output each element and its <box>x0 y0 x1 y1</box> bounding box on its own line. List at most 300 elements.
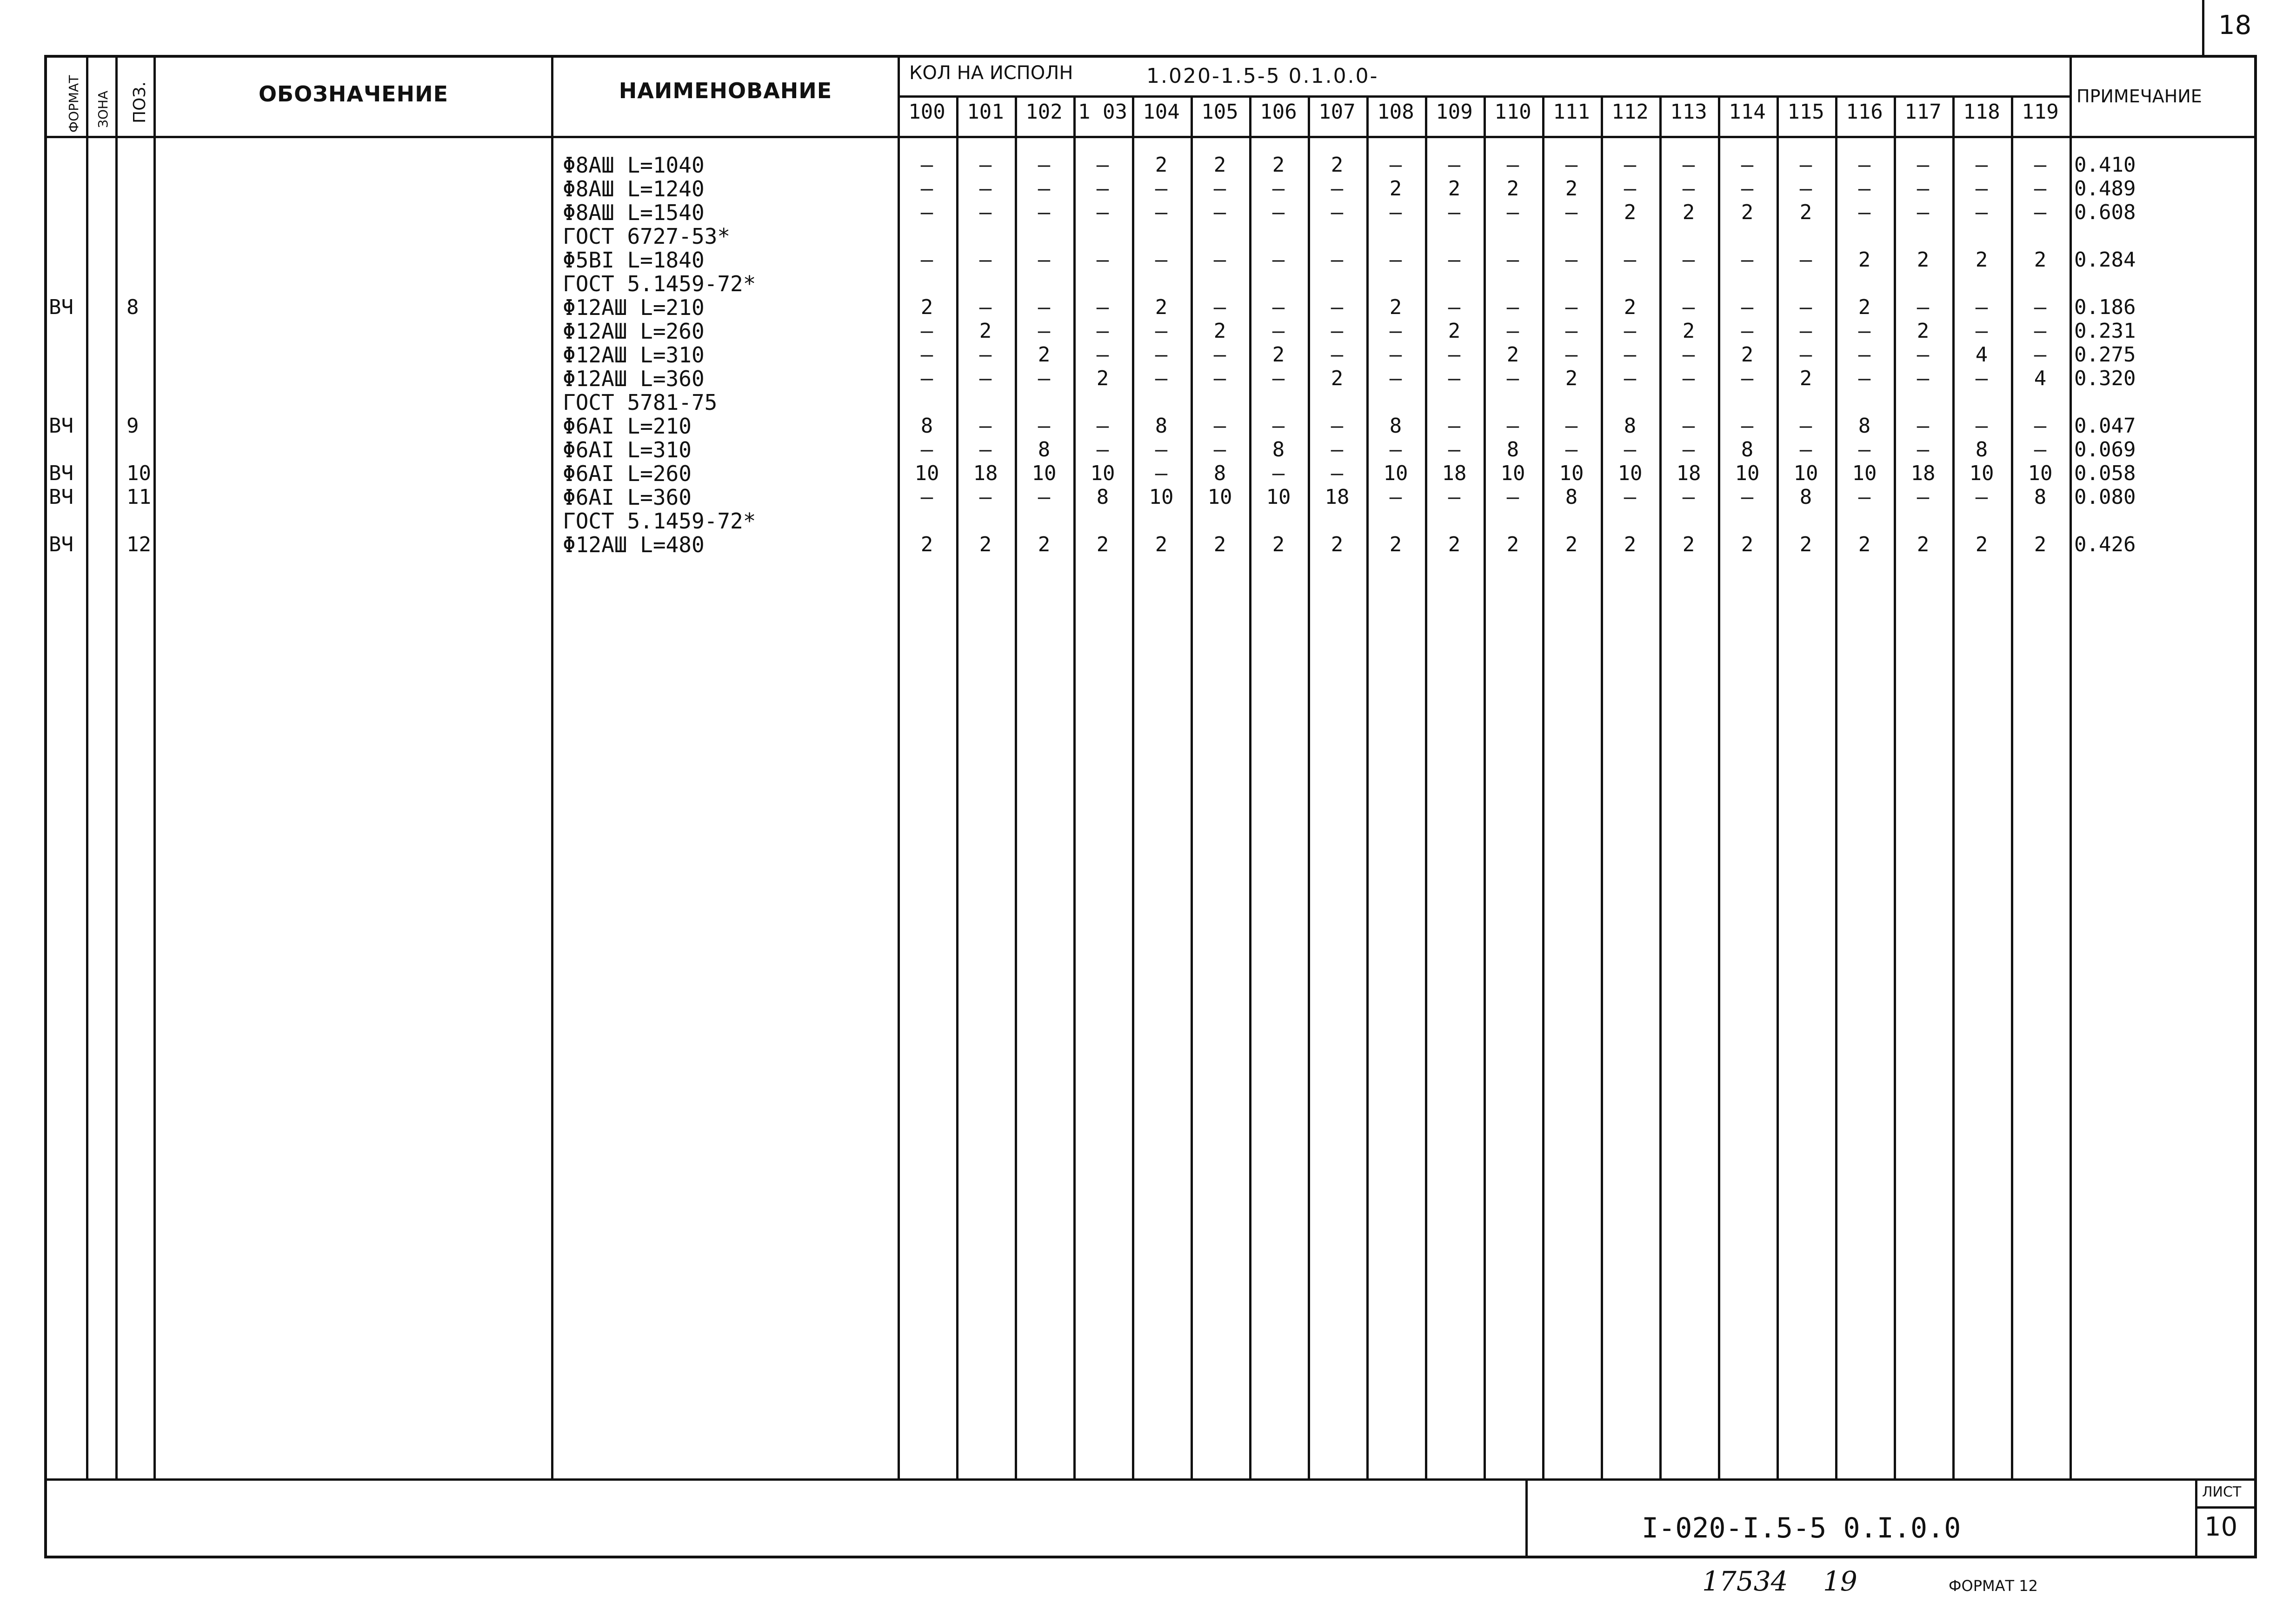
row-qty-cell: – <box>1448 295 1461 319</box>
row-qty-cell: – <box>1213 295 1226 319</box>
row-qty-cell: – <box>1331 343 1344 367</box>
qty-col-header: 118 <box>1963 100 2000 124</box>
row-qty-cell: – <box>1096 153 1109 177</box>
row-qty-cell: – <box>1448 200 1461 224</box>
row-qty-cell: 2 <box>1038 343 1051 367</box>
row-qty-cell: 8 <box>1858 414 1871 438</box>
row-qty-cell: 8 <box>1038 438 1051 461</box>
row-note: 0.231 <box>2074 319 2136 343</box>
row-qty-cell: – <box>1096 319 1109 343</box>
row-qty-cell: – <box>1096 438 1109 461</box>
row-qty-cell: 8 <box>1272 438 1285 461</box>
row-qty-cell: – <box>979 295 992 319</box>
row-qty-cell: 2 <box>1389 295 1402 319</box>
row-note: 0.410 <box>2074 153 2136 177</box>
row-qty-cell: 2 <box>920 295 933 319</box>
row-qty-cell: – <box>1624 485 1637 509</box>
stamp-top-line <box>44 1478 2257 1481</box>
row-qty-cell: – <box>1331 177 1344 200</box>
handwritten-number-2: 19 <box>1823 1565 1857 1597</box>
row-qty-cell: 8 <box>2034 485 2047 509</box>
row-qty-cell: – <box>1741 367 1754 390</box>
row-format: ВЧ <box>49 414 73 438</box>
row-qty-cell: – <box>1038 153 1051 177</box>
row-qty-cell: 10 <box>1500 461 1525 485</box>
row-qty-cell: 2 <box>979 319 992 343</box>
row-qty-cell: – <box>1975 200 1988 224</box>
row-qty-cell: – <box>1389 319 1402 343</box>
row-format: ВЧ <box>49 461 73 485</box>
row-qty-cell: – <box>1858 343 1871 367</box>
row-qty-cell: – <box>920 248 933 272</box>
row-qty-cell: – <box>1331 461 1344 485</box>
row-qty-cell: 2 <box>1975 533 1988 556</box>
row-qty-cell: – <box>1799 343 1812 367</box>
row-qty-cell: – <box>1565 319 1578 343</box>
row-qty-cell: 10 <box>1149 485 1174 509</box>
row-qty-cell: – <box>920 485 933 509</box>
row-qty-cell: 10 <box>914 461 939 485</box>
qty-col-header: 110 <box>1494 100 1531 124</box>
row-qty-cell: – <box>1448 248 1461 272</box>
row-qty-cell: – <box>1331 295 1344 319</box>
row-format: ВЧ <box>49 485 73 509</box>
row-qty-cell: – <box>1858 438 1871 461</box>
row-qty-cell: 2 <box>1331 367 1344 390</box>
row-qty-cell: – <box>1565 438 1578 461</box>
row-qty-cell: 2 <box>1565 367 1578 390</box>
row-qty-cell: – <box>1565 414 1578 438</box>
col-line-designation <box>551 55 553 1478</box>
row-pos: 12 <box>126 533 151 556</box>
row-qty-cell: – <box>1858 153 1871 177</box>
row-qty-cell: 8 <box>1975 438 1988 461</box>
row-qty-cell: – <box>1038 367 1051 390</box>
row-qty-cell: – <box>1038 414 1051 438</box>
row-qty-cell: – <box>1975 367 1988 390</box>
row-qty-cell: 10 <box>1793 461 1818 485</box>
row-qty-cell: 8 <box>1506 438 1519 461</box>
qty-col-header: 105 <box>1201 100 1238 124</box>
row-name: ГОСТ 5781-75 <box>563 390 718 415</box>
row-qty-cell: 2 <box>1272 533 1285 556</box>
row-qty-cell: – <box>1389 485 1402 509</box>
row-note: 0.284 <box>2074 248 2136 272</box>
header-format: ФОРМАТ <box>66 75 81 133</box>
row-name: ГОСТ 6727-53* <box>563 224 731 249</box>
col-line-zone <box>115 55 118 1478</box>
row-note: 0.186 <box>2074 295 2136 319</box>
row-qty-cell: 10 <box>1969 461 1994 485</box>
row-note: 0.069 <box>2074 438 2136 461</box>
row-qty-cell: 2 <box>1331 533 1344 556</box>
row-pos: 11 <box>126 485 151 509</box>
qty-col-header: 111 <box>1553 100 1590 124</box>
row-qty-cell: – <box>2034 177 2047 200</box>
row-note: 0.426 <box>2074 533 2136 556</box>
row-qty-cell: – <box>1506 367 1519 390</box>
row-name: Φ12АШ L=360 <box>563 366 705 391</box>
row-qty-cell: – <box>1506 414 1519 438</box>
row-qty-cell: – <box>2034 295 2047 319</box>
row-qty-cell: 2 <box>1331 153 1344 177</box>
qty-col-header: 100 <box>908 100 945 124</box>
row-qty-cell: – <box>1331 200 1344 224</box>
header-zone: ЗОНА <box>95 90 111 128</box>
row-qty-cell: – <box>1975 319 1988 343</box>
qty-col-header: 1 03 <box>1078 100 1127 124</box>
row-qty-cell: 2 <box>1448 533 1461 556</box>
row-qty-cell: – <box>1799 248 1812 272</box>
row-name: Φ6АI L=260 <box>563 461 692 486</box>
row-qty-cell: – <box>1096 414 1109 438</box>
row-qty-cell: 2 <box>1682 319 1695 343</box>
row-qty-cell: – <box>1799 177 1812 200</box>
row-qty-cell: – <box>1272 414 1285 438</box>
row-qty-cell: – <box>1213 414 1226 438</box>
row-qty-cell: – <box>1506 485 1519 509</box>
header-qty-title: КОЛ НА ИСПОЛН <box>909 62 1073 84</box>
row-qty-cell: – <box>920 177 933 200</box>
row-qty-cell: – <box>979 248 992 272</box>
row-qty-cell: – <box>1799 153 1812 177</box>
row-qty-cell: 2 <box>1448 177 1461 200</box>
row-qty-cell: – <box>1038 200 1051 224</box>
row-qty-cell: – <box>1213 177 1226 200</box>
row-qty-cell: – <box>1155 200 1168 224</box>
row-qty-cell: – <box>1741 414 1754 438</box>
row-name: Φ5ВI L=1840 <box>563 247 705 273</box>
row-qty-cell: 8 <box>1799 485 1812 509</box>
row-qty-cell: 2 <box>1799 200 1812 224</box>
row-qty-cell: 2 <box>1624 533 1637 556</box>
header-qty-code: 1.020-1.5-5 0.1.0.0- <box>1146 64 1379 88</box>
row-qty-cell: – <box>1682 153 1695 177</box>
row-qty-cell: 2 <box>1213 533 1226 556</box>
row-qty-cell: – <box>1682 414 1695 438</box>
header-bottom-line <box>44 136 2257 138</box>
row-qty-cell: – <box>1917 367 1930 390</box>
row-qty-cell: 8 <box>1096 485 1109 509</box>
row-qty-cell: 18 <box>1442 461 1467 485</box>
row-qty-cell: – <box>920 200 933 224</box>
row-qty-cell: – <box>1448 438 1461 461</box>
row-qty-cell: – <box>1038 295 1051 319</box>
row-qty-cell: – <box>1682 367 1695 390</box>
row-name: Φ12АШ L=480 <box>563 532 705 557</box>
row-qty-cell: 2 <box>1741 533 1754 556</box>
row-qty-cell: – <box>1624 438 1637 461</box>
row-qty-cell: 2 <box>1213 319 1226 343</box>
row-qty-cell: – <box>920 438 933 461</box>
row-qty-cell: – <box>1506 248 1519 272</box>
row-qty-cell: – <box>1682 248 1695 272</box>
row-name: Φ6АI L=210 <box>563 414 692 439</box>
row-qty-cell: 8 <box>1624 414 1637 438</box>
row-qty-cell: 2 <box>2034 533 2047 556</box>
row-qty-cell: – <box>1272 177 1285 200</box>
row-qty-cell: – <box>1565 248 1578 272</box>
row-qty-cell: – <box>1389 438 1402 461</box>
row-qty-cell: – <box>1917 153 1930 177</box>
row-qty-cell: – <box>1917 177 1930 200</box>
row-qty-cell: – <box>1741 248 1754 272</box>
row-qty-cell: – <box>1389 343 1402 367</box>
row-qty-cell: 8 <box>1741 438 1754 461</box>
row-qty-cell: – <box>979 343 992 367</box>
row-qty-cell: 2 <box>1682 533 1695 556</box>
row-qty-cell: – <box>1272 200 1285 224</box>
row-pos: 9 <box>126 414 139 438</box>
stamp-sheet-divider <box>2195 1478 2197 1558</box>
row-qty-cell: – <box>1331 319 1344 343</box>
row-qty-cell: 2 <box>1155 533 1168 556</box>
row-qty-cell: – <box>1565 153 1578 177</box>
qty-col-header: 101 <box>967 100 1004 124</box>
row-qty-cell: – <box>920 153 933 177</box>
row-qty-cell: – <box>1858 177 1871 200</box>
row-qty-cell: 2 <box>1096 533 1109 556</box>
row-qty-cell: – <box>979 200 992 224</box>
row-qty-cell: – <box>1917 200 1930 224</box>
row-qty-cell: 10 <box>1735 461 1760 485</box>
row-qty-cell: 2 <box>2034 248 2047 272</box>
row-qty-cell: – <box>1858 485 1871 509</box>
row-qty-cell: – <box>1858 200 1871 224</box>
row-qty-cell: 2 <box>1624 200 1637 224</box>
row-qty-cell: – <box>1155 319 1168 343</box>
row-qty-cell: 8 <box>1389 414 1402 438</box>
row-qty-cell: – <box>2034 153 2047 177</box>
row-note: 0.080 <box>2074 485 2136 509</box>
row-qty-cell: – <box>2034 414 2047 438</box>
row-qty-cell: – <box>1741 153 1754 177</box>
col-line-format <box>86 55 88 1478</box>
page-number: 18 <box>2218 10 2252 40</box>
row-qty-cell: – <box>1917 295 1930 319</box>
row-qty-cell: – <box>1096 343 1109 367</box>
row-qty-cell: 2 <box>1038 533 1051 556</box>
row-qty-cell: – <box>1799 295 1812 319</box>
row-qty-cell: – <box>1389 248 1402 272</box>
row-qty-cell: – <box>1155 343 1168 367</box>
row-qty-cell: – <box>1038 248 1051 272</box>
row-qty-cell: – <box>1038 177 1051 200</box>
row-qty-cell: 10 <box>1383 461 1408 485</box>
row-qty-cell: – <box>1331 248 1344 272</box>
qty-col-header: 102 <box>1025 100 1063 124</box>
row-qty-cell: 2 <box>1389 177 1402 200</box>
row-qty-cell: 18 <box>1910 461 1936 485</box>
row-qty-cell: – <box>1975 414 1988 438</box>
row-qty-cell: 18 <box>973 461 998 485</box>
row-qty-cell: – <box>1682 295 1695 319</box>
row-qty-cell: – <box>1741 295 1754 319</box>
row-format: ВЧ <box>49 533 73 556</box>
row-qty-cell: 8 <box>1565 485 1578 509</box>
row-qty-cell: – <box>1975 177 1988 200</box>
row-name: ГОСТ 5.1459-72* <box>563 271 756 296</box>
stamp-divider <box>1525 1478 1528 1558</box>
row-qty-cell: 10 <box>1090 461 1115 485</box>
row-qty-cell: – <box>1917 414 1930 438</box>
format-label: ФОРМАТ 12 <box>1949 1577 2038 1595</box>
row-qty-cell: – <box>1624 367 1637 390</box>
qty-col-header: 117 <box>1904 100 1942 124</box>
row-qty-cell: – <box>1624 153 1637 177</box>
row-qty-cell: 2 <box>1272 153 1285 177</box>
qty-col-header: 104 <box>1143 100 1180 124</box>
row-format: ВЧ <box>49 295 73 319</box>
row-qty-cell: 10 <box>1852 461 1877 485</box>
row-qty-cell: 2 <box>1682 200 1695 224</box>
qty-col-header: 106 <box>1260 100 1297 124</box>
row-qty-cell: 2 <box>1213 153 1226 177</box>
row-qty-cell: – <box>1448 367 1461 390</box>
row-name: Φ6АI L=360 <box>563 485 692 510</box>
row-qty-cell: 2 <box>920 533 933 556</box>
qty-col-header: 108 <box>1377 100 1414 124</box>
qty-col-header: 107 <box>1318 100 1356 124</box>
row-note: 0.608 <box>2074 200 2136 224</box>
row-qty-cell: – <box>1448 153 1461 177</box>
row-pos: 8 <box>126 295 139 319</box>
row-qty-cell: 18 <box>1676 461 1701 485</box>
row-qty-cell: 2 <box>1917 533 1930 556</box>
row-qty-cell: – <box>1682 343 1695 367</box>
row-qty-cell: – <box>1741 319 1754 343</box>
row-qty-cell: 2 <box>1096 367 1109 390</box>
row-qty-cell: 2 <box>1917 248 1930 272</box>
row-qty-cell: – <box>2034 438 2047 461</box>
row-qty-cell: – <box>1155 367 1168 390</box>
row-qty-cell: 2 <box>1506 343 1519 367</box>
qty-col-header: 116 <box>1846 100 1883 124</box>
row-qty-cell: – <box>1272 461 1285 485</box>
row-qty-cell: – <box>1096 200 1109 224</box>
row-qty-cell: – <box>2034 319 2047 343</box>
row-qty-cell: 4 <box>1975 343 1988 367</box>
row-qty-cell: – <box>1389 200 1402 224</box>
row-qty-cell: – <box>1858 319 1871 343</box>
stamp-sheet-line <box>2195 1506 2257 1509</box>
row-qty-cell: – <box>1506 319 1519 343</box>
row-qty-cell: – <box>1272 295 1285 319</box>
row-qty-cell: – <box>1155 248 1168 272</box>
col-line-pos <box>153 55 156 1478</box>
header-note: ПРИМЕЧАНИЕ <box>2076 86 2202 107</box>
row-qty-cell: 10 <box>1266 485 1291 509</box>
row-qty-cell: – <box>1682 177 1695 200</box>
row-qty-cell: 2 <box>1155 295 1168 319</box>
row-qty-cell: – <box>1272 319 1285 343</box>
row-qty-cell: – <box>1565 200 1578 224</box>
row-qty-cell: – <box>1682 485 1695 509</box>
row-name: Φ12АШ L=210 <box>563 295 705 320</box>
row-qty-cell: 2 <box>1741 200 1754 224</box>
row-qty-cell: – <box>2034 343 2047 367</box>
row-qty-cell: 2 <box>1389 533 1402 556</box>
row-qty-cell: 8 <box>920 414 933 438</box>
row-qty-cell: 2 <box>1741 343 1754 367</box>
row-name: Φ12АШ L=260 <box>563 319 705 344</box>
row-qty-cell: – <box>979 485 992 509</box>
header-pos: ПОЗ. <box>130 81 149 123</box>
row-qty-cell: – <box>1155 177 1168 200</box>
qty-col-header: 109 <box>1436 100 1473 124</box>
row-qty-cell: – <box>920 343 933 367</box>
row-note: 0.275 <box>2074 343 2136 367</box>
row-qty-cell: – <box>1272 248 1285 272</box>
row-qty-cell: – <box>1213 248 1226 272</box>
row-qty-cell: 10 <box>1032 461 1057 485</box>
row-qty-cell: – <box>1741 177 1754 200</box>
header-name: НАИМЕНОВАНИЕ <box>619 78 832 103</box>
row-qty-cell: – <box>1389 153 1402 177</box>
col-line-note <box>2070 55 2072 1478</box>
row-qty-cell: – <box>1917 485 1930 509</box>
row-qty-cell: – <box>1975 485 1988 509</box>
row-note: 0.058 <box>2074 461 2136 485</box>
row-qty-cell: 2 <box>1858 248 1871 272</box>
row-qty-cell: – <box>1389 367 1402 390</box>
row-qty-cell: 2 <box>1858 295 1871 319</box>
row-qty-cell: 2 <box>1917 319 1930 343</box>
row-qty-cell: – <box>920 367 933 390</box>
row-name: Φ12АШ L=310 <box>563 342 705 368</box>
row-qty-cell: – <box>1858 367 1871 390</box>
row-qty-cell: – <box>1624 343 1637 367</box>
row-qty-cell: 2 <box>1624 295 1637 319</box>
row-qty-cell: – <box>1799 438 1812 461</box>
row-name: ГОСТ 5.1459-72* <box>563 508 756 534</box>
row-qty-cell: 10 <box>1559 461 1584 485</box>
row-qty-cell: 2 <box>1272 343 1285 367</box>
row-name: Φ8АШ L=1240 <box>563 176 705 201</box>
row-qty-cell: – <box>1741 485 1754 509</box>
row-qty-cell: – <box>1331 438 1344 461</box>
row-qty-cell: – <box>1565 295 1578 319</box>
row-qty-cell: 2 <box>1448 319 1461 343</box>
row-name: Φ6АI L=310 <box>563 437 692 462</box>
row-qty-cell: – <box>1038 319 1051 343</box>
row-qty-cell: 2 <box>1799 533 1812 556</box>
row-qty-cell: 2 <box>1858 533 1871 556</box>
row-qty-cell: – <box>1038 485 1051 509</box>
row-qty-cell: – <box>1448 485 1461 509</box>
row-qty-cell: – <box>1624 177 1637 200</box>
row-qty-cell: – <box>1506 295 1519 319</box>
row-qty-cell: – <box>2034 200 2047 224</box>
sheet-number: 10 <box>2204 1512 2238 1542</box>
row-qty-cell: – <box>1155 461 1168 485</box>
row-qty-cell: 8 <box>1155 414 1168 438</box>
row-qty-cell: – <box>1096 248 1109 272</box>
row-qty-cell: – <box>1682 438 1695 461</box>
row-qty-cell: – <box>979 414 992 438</box>
row-qty-cell: – <box>1799 319 1812 343</box>
qty-col-header: 112 <box>1611 100 1649 124</box>
row-qty-cell: 10 <box>2028 461 2053 485</box>
qty-col-header: 114 <box>1729 100 1766 124</box>
row-qty-cell: 2 <box>1565 533 1578 556</box>
row-note: 0.489 <box>2074 177 2136 200</box>
row-qty-cell: – <box>1624 319 1637 343</box>
row-qty-cell: – <box>1213 200 1226 224</box>
row-note: 0.047 <box>2074 414 2136 438</box>
row-qty-cell: – <box>979 367 992 390</box>
row-qty-cell: – <box>1799 414 1812 438</box>
